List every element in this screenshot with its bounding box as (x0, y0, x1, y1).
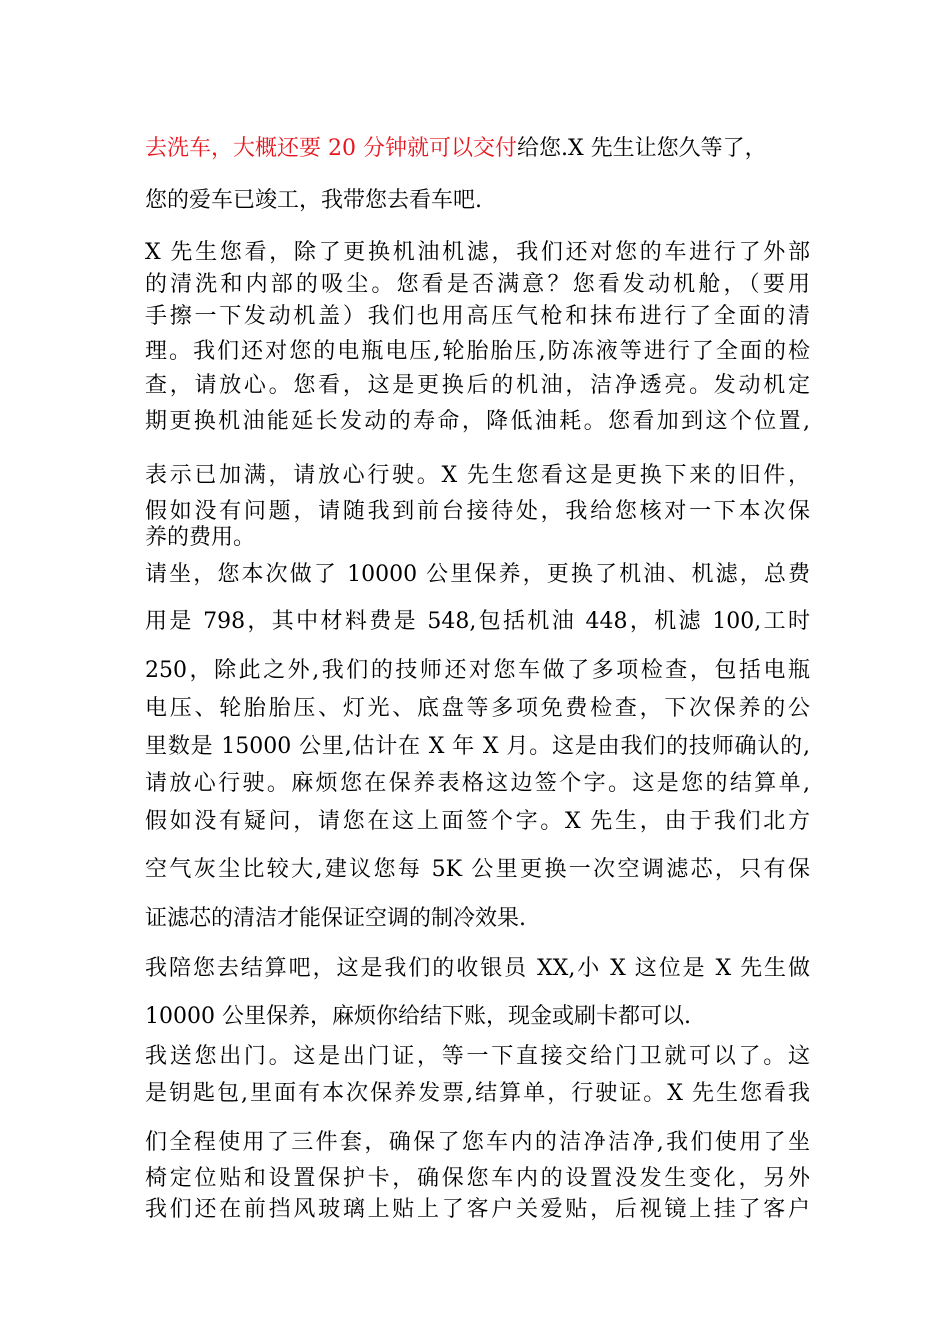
text-line-14: 250，除此之外,我们的技师还对您车做了多项检查，包括电瓶 (145, 658, 810, 683)
text-line-5: 手擦一下发动机盖）我们也用高压气枪和抹布进行了全面的清 (145, 304, 810, 329)
text-line-3: X 先生您看，除了更换机油机滤，我们还对您的车进行了外部 (145, 240, 810, 265)
text-line-17: 请放心行驶。麻烦您在保养表格这边签个字。这是您的结算单, (145, 771, 810, 796)
text-line-10: 假如没有问题，请随我到前台接待处，我给您核对一下本次保 (145, 499, 810, 524)
text-line-4: 的清洗和内部的吸尘。您看是否满意？您看发动机舱，（要用 (145, 272, 810, 297)
text-line-13: 用是 798，其中材料费是 548,包括机油 448，机滤 100,工时 (145, 609, 810, 634)
text-line-7: 查，请放心。您看，这是更换后的机油，洁净透亮。发动机定 (145, 373, 810, 398)
text-line-19: 空气灰尘比较大,建议您每 5K 公里更换一次空调滤芯，只有保 (145, 857, 810, 882)
text-line-23: 我送您出门。这是出门证，等一下直接交给门卫就可以了。这 (145, 1044, 810, 1069)
text-line-1 (145, 133, 810, 165)
text-line-9: 表示已加满，请放心行驶。X 先生您看这是更换下来的旧件， (145, 463, 810, 488)
text-line-15: 电压、轮胎胎压、灯光、底盘等多项免费检查，下次保养的公 (145, 696, 810, 721)
text-line-2: 您的爱车已竣工，我带您去看车吧. (145, 188, 482, 213)
text-line-25: 们全程使用了三件套，确保了您车内的洁净洁净,我们使用了坐 (145, 1130, 810, 1155)
text-line-6: 理。我们还对您的电瓶电压,轮胎胎压,防冻液等进行了全面的检 (145, 339, 810, 364)
text-line-26: 椅定位贴和设置保护卡，确保您车内的设置没发生变化，另外 (145, 1166, 810, 1191)
text-line-16: 里数是 15000 公里,估计在 X 年 X 月。这是由我们的技师确认的, (145, 734, 810, 759)
text-line-27: 我们还在前挡风玻璃上贴上了客户关爱贴，后视镜上挂了客户 (145, 1197, 810, 1222)
text-line-11: 养的费用。 (145, 525, 256, 550)
text-line-24: 是钥匙包,里面有本次保养发票,结算单，行驶证。X 先生您看我 (145, 1081, 810, 1106)
text-line-8: 期更换机油能延长发动的寿命，降低油耗。您看加到这个位置, (145, 409, 810, 434)
highlighted-text: 去洗车，大概还要 20 分钟就可以交付 (145, 136, 517, 161)
text-line-21: 我陪您去结算吧，这是我们的收银员 XX,小 X 这位是 X 先生做 (145, 956, 810, 981)
text-line-22: 10000 公里保养，麻烦你给结下账，现金或刷卡都可以. (145, 1004, 691, 1029)
text-line-20: 证滤芯的清洁才能保证空调的制冷效果. (145, 906, 526, 931)
text-line-12: 请坐，您本次做了 10000 公里保养，更换了机油、机滤，总费 (145, 562, 810, 587)
text-line-1-rest: 给您.X 先生让您久等了， (516, 136, 767, 161)
text-line-18: 假如没有疑问，请您在这上面签个字。X 先生，由于我们北方 (145, 809, 810, 834)
